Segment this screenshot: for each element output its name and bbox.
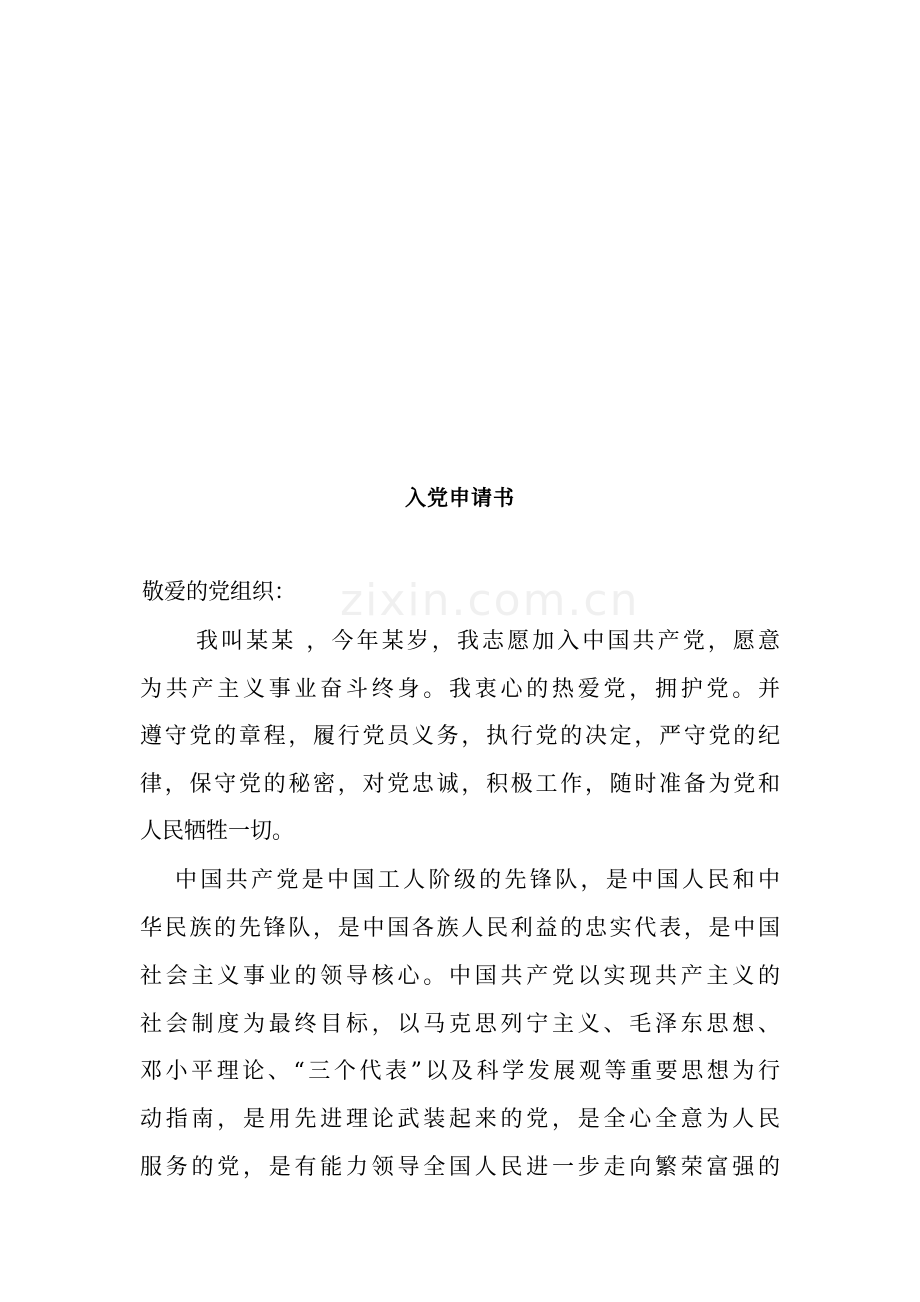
paragraph-line: 律，保守党的秘密，对党忠诚，积极工作，随时准备为党和	[140, 772, 780, 797]
paragraph-line: 中国共产党是中国工人阶级的先锋队，是中国人民和中	[175, 868, 780, 893]
paragraph-line: 我叫某某 ，今年某岁，我志愿加入中国共产党，愿意	[196, 629, 780, 654]
paragraph-line: 服务的党，是有能力领导全国人民进一步走向繁荣富强的	[140, 1155, 780, 1180]
document-title: 入党申请书	[405, 486, 515, 510]
watermark: zixin.com.cn	[340, 575, 640, 626]
paragraph-line: 华民族的先锋队，是中国各族人民利益的忠实代表，是中国	[140, 916, 780, 941]
paragraph-line: 邓小平理论、“三个代表”以及科学发展观等重要思想为行	[140, 1059, 780, 1084]
paragraph-line: 遵守党的章程，履行党员义务，执行党的决定，严守党的纪	[140, 724, 780, 749]
paragraph-line: 社会主义事业的领导核心。中国共产党以实现共产主义的	[140, 964, 780, 989]
paragraph-line: 人民牺牲一切。	[140, 819, 295, 844]
paragraph-line: 为共产主义事业奋斗终身。我衷心的热爱党，拥护党。并	[140, 677, 780, 702]
paragraph-line: 社会制度为最终目标，以马克思列宁主义、毛泽东思想、	[140, 1012, 780, 1037]
paragraph-line: 动指南，是用先进理论武装起来的党，是全心全意为人民	[140, 1107, 780, 1132]
salutation: 敬爱的党组织：	[142, 580, 297, 605]
